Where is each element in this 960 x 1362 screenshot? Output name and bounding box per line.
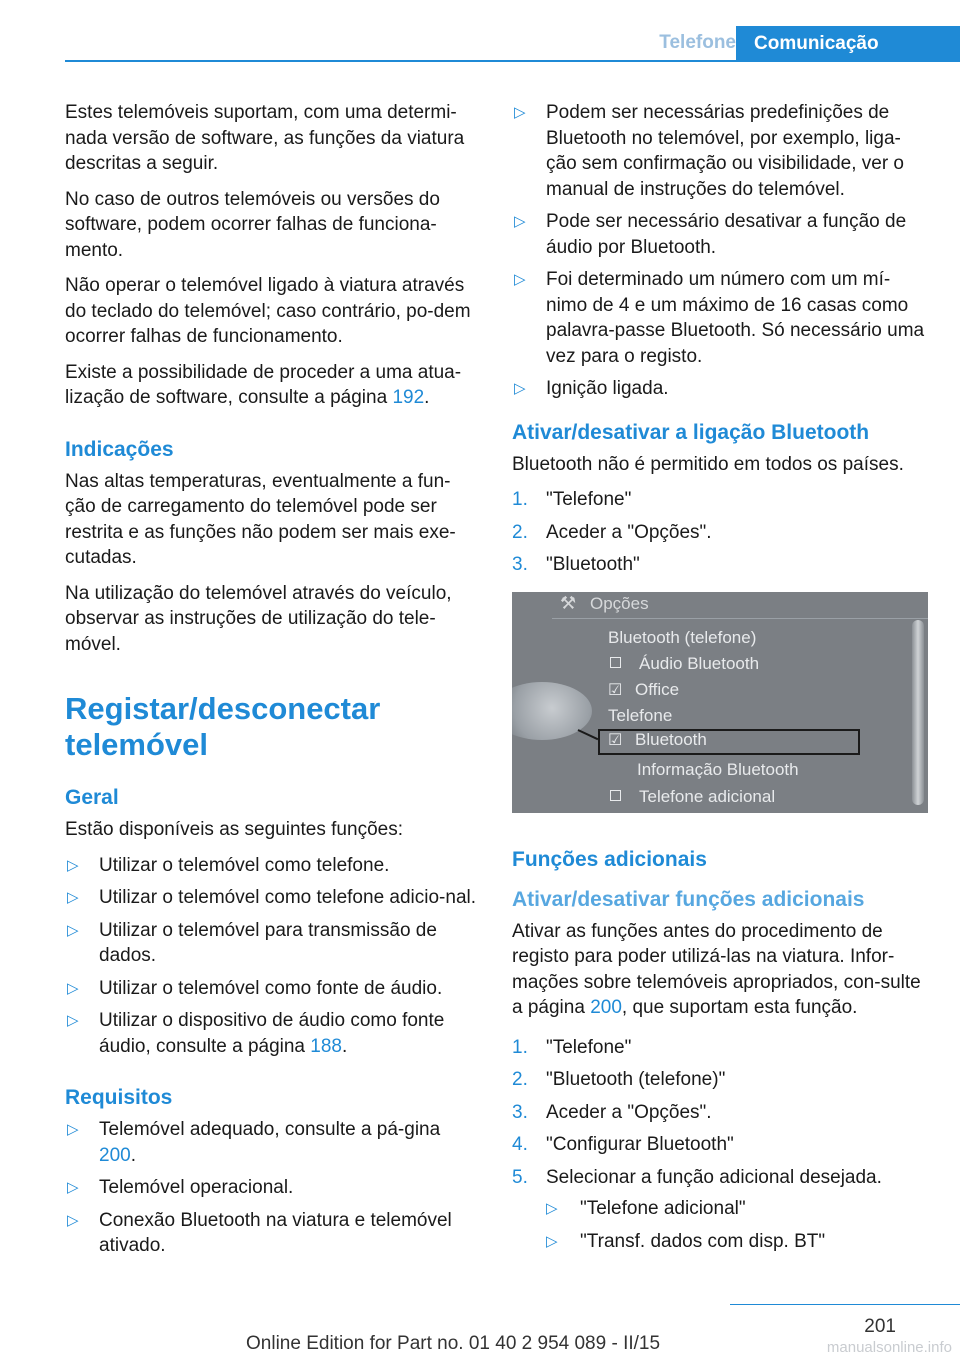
page-link-188[interactable]: 188 [310, 1035, 342, 1057]
checkbox-empty-icon [610, 657, 621, 668]
bullet-arrow-icon: ▷ [67, 889, 79, 906]
checkbox-checked-icon: ☑ [608, 681, 623, 699]
list-item: 5. Selecionar a função adicional desejada. ▷ "Telefone adicional" ▷ "Transf. dados com disp. BT" [512, 1165, 930, 1255]
intro-paragraph: Estes telemóveis suportam, com uma determi-nada versão de software, as funções da viatura descritas a seguir. [65, 102, 465, 174]
heading-geral: Geral [65, 786, 119, 809]
page-link-200[interactable]: 200 [99, 1144, 131, 1166]
scroll-arc [912, 620, 924, 805]
intro-paragraph-3: Não operar o telemóvel ligado à viatura através do teclado do telemóvel; caso contrário, po-dem ocorrer falhas de funcionamento. [65, 275, 471, 347]
screen-item: Informação Bluetooth [637, 759, 799, 779]
screen-item: ☑ Office [608, 679, 680, 699]
bullet-arrow-icon: ▷ [67, 1211, 79, 1229]
indicacoes-paragraph: Nas altas temperaturas, eventualmente a fun-ção de carregamento do telemóvel pode ser restrita e as funções não podem ser mais exe-cutadas. [65, 470, 456, 568]
heading-ativar-bluetooth: Ativar/desativar a ligação Bluetooth [512, 420, 870, 444]
page-number: 201 [864, 1316, 896, 1337]
screen-item: Telefone [608, 705, 673, 725]
heading-funcoes-adicionais: Funções adicionais [512, 847, 707, 871]
bullet-arrow-icon: ▷ [67, 1012, 79, 1029]
list-item: ▷ Utilizar o telemóvel como fonte de áudio. [65, 976, 480, 1002]
list-item: ▷ Ignição ligada. [512, 376, 930, 402]
list-item: ▷ Podem ser necessárias predefinições de Bluetooth no telemóvel, por exemplo, liga-ção sem confirmação ou visibilidade, ver o manual de instruções do telemóvel. [514, 102, 905, 200]
software-update-paragraph: Existe a possibilidade de proceder a uma atua-lização de software, consulte a página 192. [65, 361, 462, 408]
edition-note: Online Edition for Part no. 01 40 2 954 089 - II/15 [246, 1333, 661, 1354]
requirements-list [65, 1117, 480, 1259]
bullet-arrow-icon: ▷ [67, 1179, 79, 1196]
substeps-list [546, 1196, 930, 1254]
functions-list [65, 853, 480, 1060]
list-item: ▷ Utilizar o dispositivo de áudio como fonte áudio, consulte a página 188. [67, 1010, 445, 1057]
bullet-arrow-icon: ▷ [546, 1232, 558, 1250]
right-column [512, 100, 930, 1264]
checkbox-checked-icon: ☑ [608, 731, 623, 749]
screen-title: Opções [590, 593, 649, 613]
list-item: ▷ Telemóvel adequado, consulte a pá-gina 200. [67, 1119, 441, 1166]
screen-item: Bluetooth (telefone) [608, 627, 757, 647]
indicacoes-paragraph-2: Na utilização do telemóvel através do veículo, observar as instruções de utilização do tele-móvel. [65, 582, 452, 655]
bullet-arrow-icon: ▷ [67, 1121, 79, 1138]
list-item: ▷ Foi determinado um número com um mí-nimo de 4 e um máximo de 16 casas como palavra-passe Bluetooth. Só necessário uma vez para o registo. [514, 269, 925, 367]
list-item: ▷ Conexão Bluetooth na viatura e telemóvel ativado. [67, 1209, 452, 1256]
geral-paragraph: Estão disponíveis as seguintes funções: [65, 819, 403, 840]
watermark: manualsonline.info [826, 1339, 952, 1356]
ativar-paragraph: Bluetooth não é permitido em todos os países. [512, 453, 904, 475]
list-item: ▷ Utilizar o telemóvel como telefone adicio-nal. [65, 885, 480, 911]
list-item: ▷ "Transf. dados com disp. BT" [546, 1229, 930, 1255]
page-link-192[interactable]: 192 [392, 387, 425, 408]
funcoes-paragraph: Ativar as funções antes do procedimento de registo para poder utilizá-las na viatura. Infor-mações sobre telemóveis apropriados, con-sulte a página 200, que suportam esta função. [512, 920, 921, 1018]
list-item: ▷ Utilizar o telemóvel como telefone. [65, 853, 480, 879]
list-item: 2. "Bluetooth (telefone)" [512, 1069, 726, 1090]
list-item: 4. "Configurar Bluetooth" [512, 1134, 734, 1155]
bullet-arrow-icon: ▷ [67, 856, 79, 874]
intro-paragraph-2: No caso de outros telemóveis ou versões do software, podem ocorrer falhas de funciona-mento. [65, 188, 440, 261]
steps-list [512, 487, 930, 578]
checkbox-empty-icon [610, 790, 621, 801]
list-item: ▷ "Telefone adicional" [546, 1196, 930, 1222]
heading-registar: Registar/desconectar telemóvel [65, 691, 381, 762]
list-item: 1. "Telefone" [512, 489, 632, 510]
list-item: 1. "Telefone" [512, 1036, 632, 1058]
bullet-arrow-icon: ▷ [514, 271, 526, 288]
heading-requisitos: Requisitos [65, 1086, 173, 1109]
list-item: ▷ Pode ser necessário desativar a função de áudio por Bluetooth. [514, 211, 907, 258]
header-chapter-tab: Comunicação [736, 26, 960, 61]
bullet-arrow-icon: ▷ [67, 979, 79, 997]
footer-rule [730, 1304, 960, 1305]
heading-ativar-funcoes: Ativar/desativar funções adicionais [512, 887, 865, 911]
left-column [65, 100, 480, 1269]
screen-title-divider [552, 618, 928, 619]
bullet-arrow-icon: ▷ [514, 104, 526, 121]
bullet-arrow-icon: ▷ [67, 921, 79, 939]
steps-list-2 [512, 1035, 930, 1255]
wrench-icon: ⚒ [560, 592, 577, 613]
heading-indicacoes: Indicações [65, 437, 174, 461]
list-item: 3. "Bluetooth" [512, 554, 640, 575]
header-section-tab: Telefone [659, 32, 736, 53]
list-item: ▷ Telemóvel operacional. [65, 1175, 480, 1201]
list-item: 3. Aceder a "Opções". [512, 1101, 712, 1123]
screen-item: Telefone adicional [610, 787, 775, 807]
page-link-200[interactable]: 200 [590, 997, 622, 1018]
bullet-arrow-icon: ▷ [546, 1200, 558, 1217]
idrive-screen-image [512, 592, 928, 813]
list-item: ▷ Utilizar o telemóvel para transmissão de dados. [67, 919, 437, 966]
bullet-arrow-icon: ▷ [514, 380, 526, 397]
screen-item: Áudio Bluetooth [610, 654, 759, 674]
bullet-arrow-icon: ▷ [514, 213, 526, 230]
requirements-list-cont [512, 100, 930, 402]
list-item: 2. Aceder a "Opções". [512, 521, 712, 543]
pointer-line [578, 729, 599, 740]
screen-item-selected: ☑ Bluetooth [608, 729, 707, 749]
